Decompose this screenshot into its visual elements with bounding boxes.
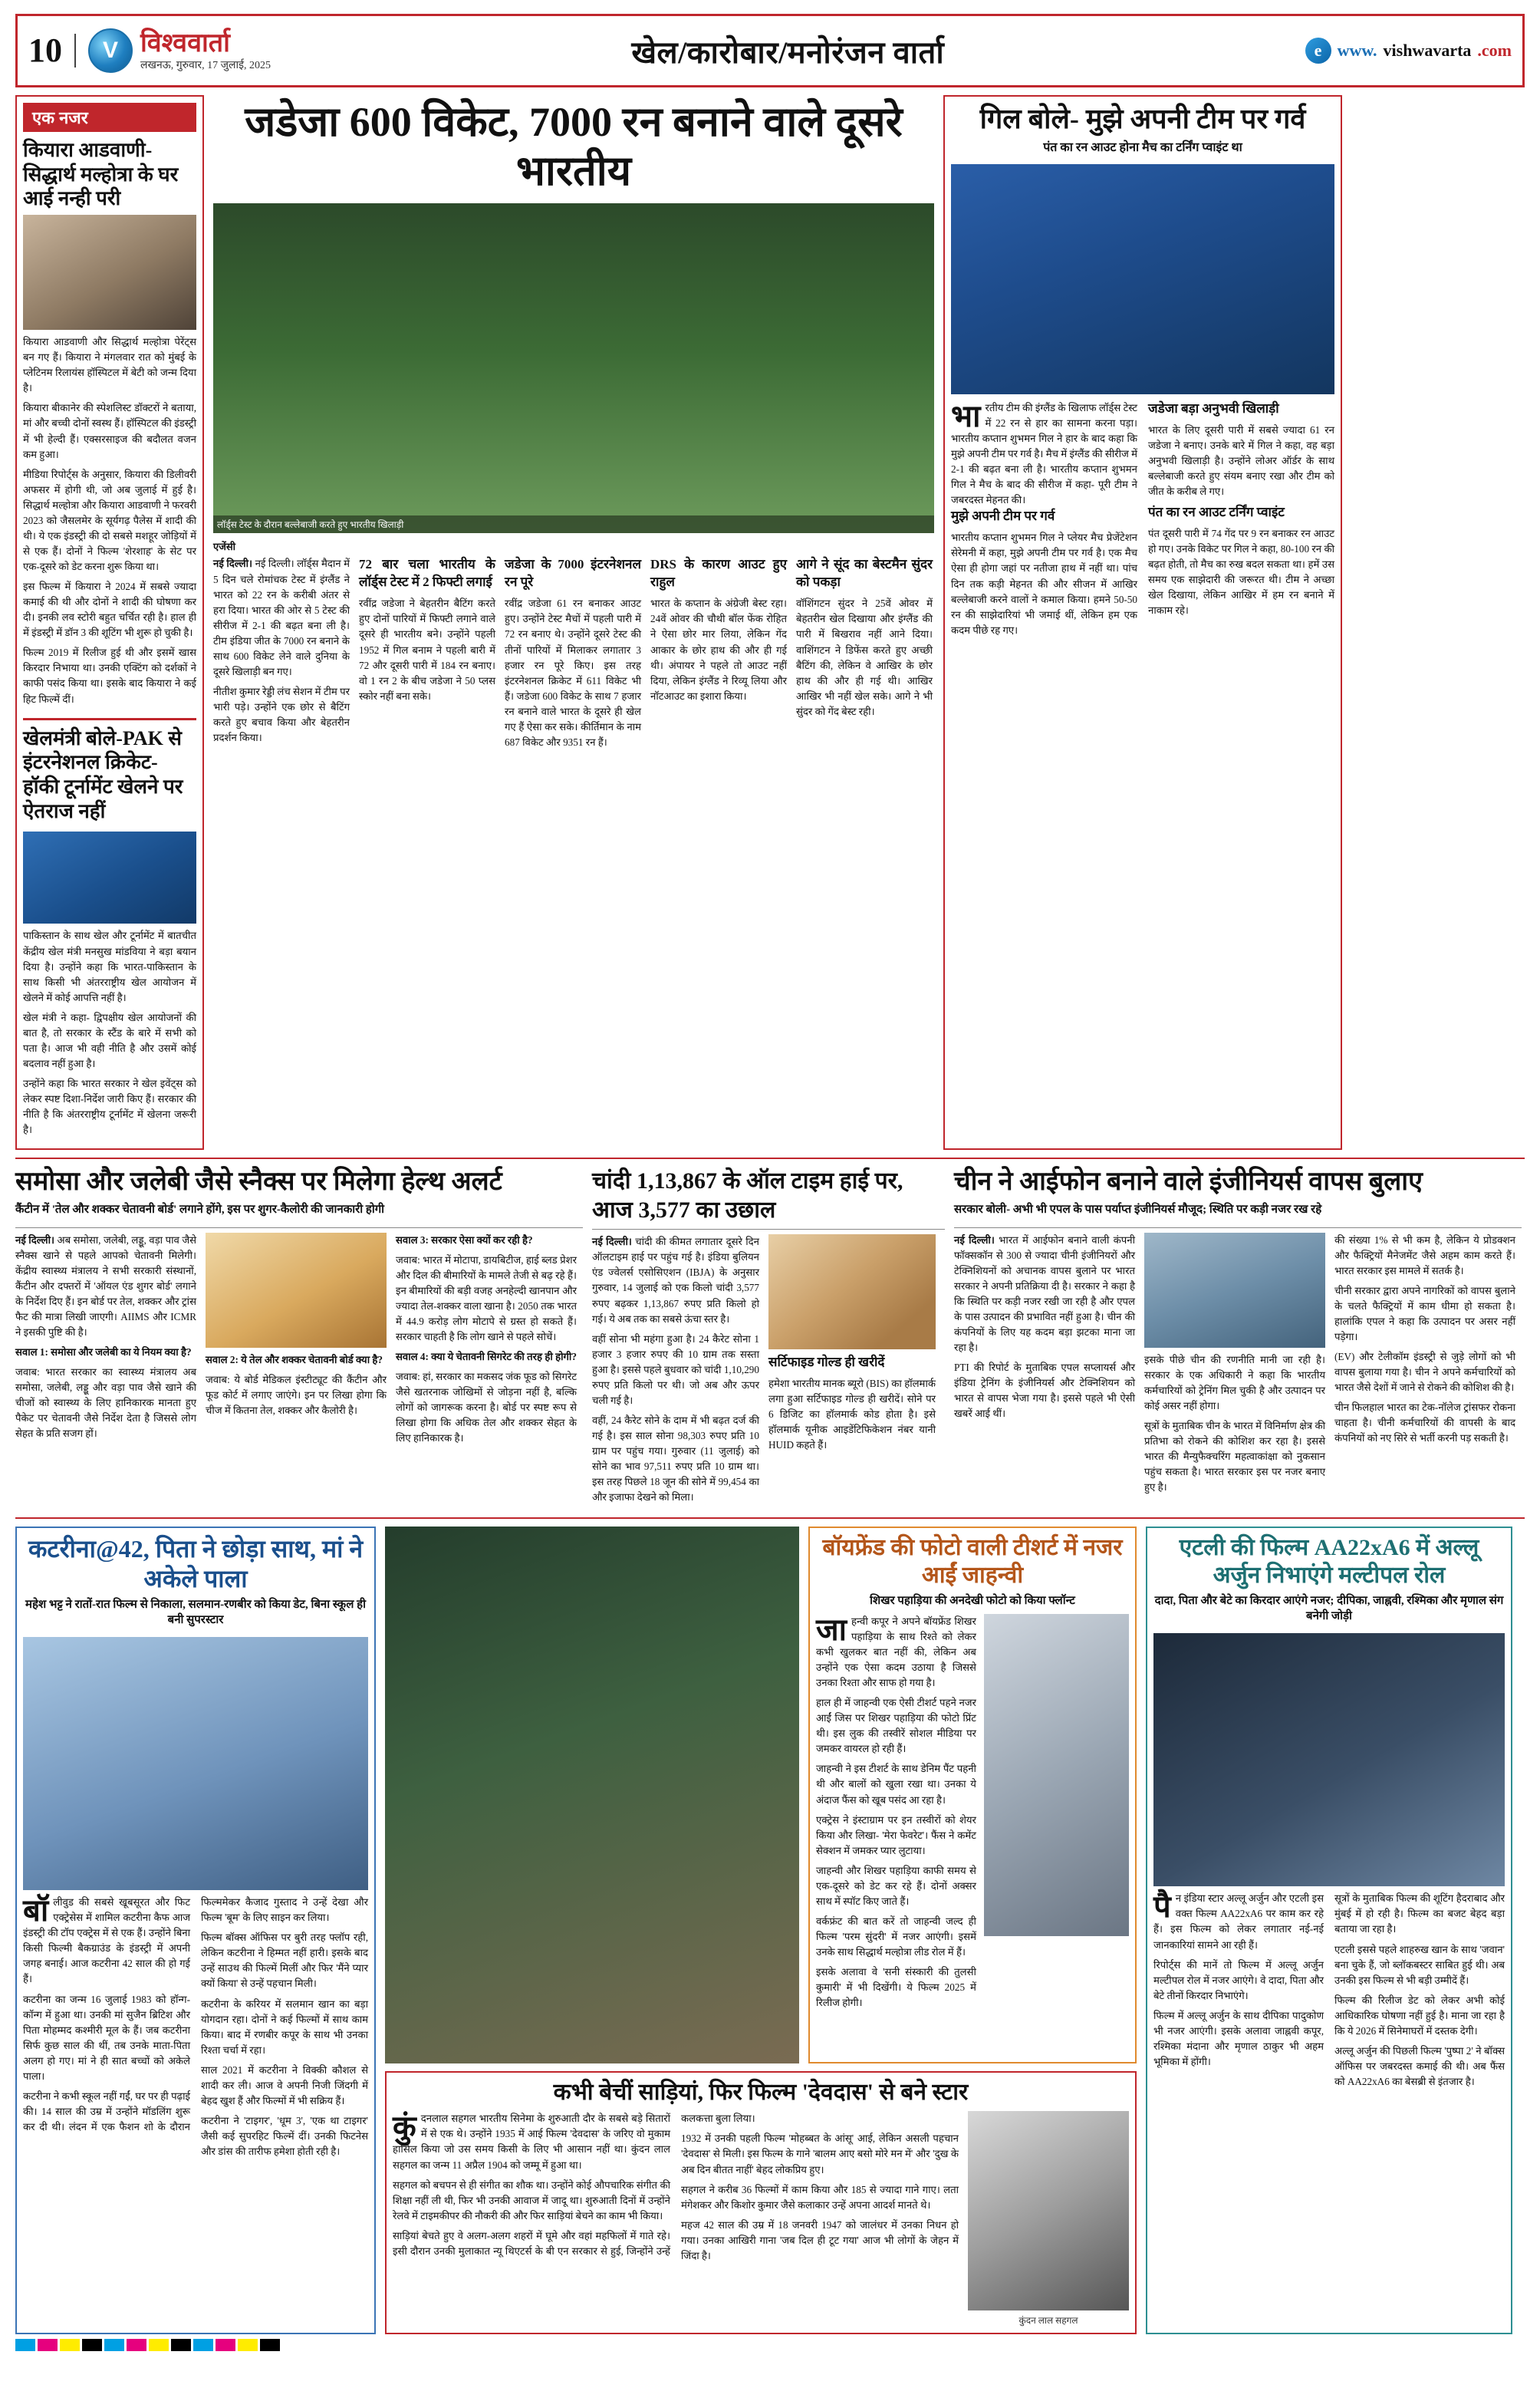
lead-col-4: DRS के कारण आउट हुए राहुल भारत के कप्तान के अंग्रेजी बेस्ट रहा। 24वें ओवर की चौथी बॉल फेंक रोहित ने ऐसा छोर मार लिया, लेकिन गेंद आकार के छोर हाथ की और ही गई थी। अंपायर ने पहले तो आउट नहीं दिया, लेकिन इंग्लैंड ने रिव्यू लिया और नॉटआउट का इशारा किया। (650, 557, 787, 702)
publication-name: विश्ववार्ता (140, 28, 230, 58)
health-headline: समोसा और जलेबी जैसे स्नैक्स पर मिलेगा हेल्थ अलर्ट (15, 1168, 502, 1197)
gill-subhead: पंत का रन आउट होना मैच का टर्निंग प्वाइंट था (1043, 141, 1242, 155)
website-url[interactable] (1305, 38, 1512, 64)
foxconn-factory-photo (1144, 1233, 1325, 1348)
gold-col-2: सर्टिफाइड गोल्ड ही खरीदें हमेशा भारतीय मानक ब्यूरो (BIS) का हॉलमार्क लगा हुआ सर्टिफाइड गोल्ड ही खरीदें। सोने पर 6 डिजिट का हॉलमार्क कोड होता है। इसे हॉलमार्क यूनीक आइडेंटिफिकेशन नंबर यानी HUID कहते हैं। (768, 1234, 936, 1510)
lead-col-5: आगे ने सूंद का बेस्टमैन सुंदर को पकड़ा वॉशिंगटन सुंदर ने 25वें ओवर में बेहतरीन खेल दिखाया और इंग्लैंड की पारी में बिखराव नहीं आने दिया। वाशिंगटन ने डिफेंस करते हुए अच्छी बैटिंग की, लेकिन वे आखिर के छोर हाथ की और ही गई थी। आखिर आखिर भी नहीं खेल सके। आगे ने भी सुंदर को गेंद बेस्ट रही। (796, 557, 933, 717)
page-number: 10 (28, 34, 76, 68)
devdas-story (385, 2071, 1137, 2334)
allu-headline: एटली की फिल्म AA22xA6 में अल्लू अर्जुन निभाएंगे मल्टीपल रोल (1179, 1535, 1479, 1589)
url-domain: vishwavarta (1383, 41, 1472, 60)
gill-photo (951, 164, 1334, 394)
janhvi-story (808, 1527, 1137, 2063)
section-title: खेल/कारोबार/मनोरंजन वार्ता (631, 35, 945, 70)
iphone-subhead: सरकार बोली- अभी भी एपल के पास पर्याप्त इंजीनियर्स मौजूद; स्थिति पर कड़ी नजर रख रहे (954, 1204, 1322, 1217)
iphone-col-3: की संख्या 1% से भी कम है, लेकिन ये प्रोडक्शन और फैक्ट्रियों मैनेजमेंट जैसे अहम काम करते हैं। भारत सरकार इस मामले में सतर्क है। चीनी सरकार द्वारा अपने नागरिकों को वापस बुलाने के चलते फैक्ट्रियों में काम धीमा हो सकता है। हालांकि एपल ने कहा कि उत्पादन पर असर नहीं पड़ेगा। (EV) और टेलीकॉम इंडस्ट्री से जुड़े लोगों को भी वापस बुलाया गया है। चीन ने अपने कर्मचारियों को भारत जैसे देशों में जाने से रोकने की कोशिश की है। चीन फिलहाल भारत का टेक-नॉलेज ट्रांसफर रोकना चाहता है। चीनी कर्मचारियों की वापसी के बाद कंपनियों को नए सिरे से भर्ती करनी पड़ सकती है। (1334, 1233, 1515, 1444)
iphone-headline: चीन ने आईफोन बनाने वाले इंजीनियर्स वापस बुलाए (954, 1168, 1423, 1197)
iphone-col-1: नई दिल्ली। भारत में आईफोन बनाने वाली कंपनी फॉक्सकॉन से 300 से ज्यादा चीनी इंजीनियरों और टेक्निशियनों को अचानक वापस बुलाने पर भारत सरकार ने अपनी प्रतिक्रिया दी है। सरकार ने कहा है कि स्थिति पर कड़ी नजर रखी जा रही है और एपल के पास उत्पादन की प्रभावित नहीं हुआ है। चीन की कंपनियों के लिए यह कदम बड़ा झटका माना जा रहा है। PTI की रिपोर्ट के मुताबिक एपल सप्लायर्स और इंडिया ट्रेनिंग के इंजीनियर्स और टेक्निशियन को भारत से वापस भेजा गया है। इससे पहले भी ऐसी खबरें आई थीं। (954, 1233, 1136, 1420)
devdas-headline: कभी बेचीं साड़ियां, फिर फिल्म 'देवदास' से बने स्टार (553, 2080, 969, 2106)
allu-subhead: दादा, पिता और बेटे का किरदार आएंगे नजर; दीपिका, जाह्नवी, रश्मिका और मृणाल संग बनेगी जोड़ी (1154, 1595, 1504, 1622)
devdas-body: कुंदनलाल सहगल भारतीय सिनेमा के शुरुआती दौर के सबसे बड़े सितारों में से एक थे। उन्होंने 1935 में आई फिल्म 'देवदास' के जरिए वो मुकाम हासिल किया जो उस समय किसी के लिए भी आसान नहीं था। कुंदन लाल सहगल का जन्म 11 अप्रैल 1904 को जम्मू में हुआ था। सहगल को बचपन से ही संगीत का शौक था। उन्होंने कोई औपचारिक संगीत की शिक्षा नहीं ली थी, फिर भी उनकी आवाज में जादू था। शुरुआती दिनों में उन्होंने रेलवे में टाइमकीपर की नौकरी की और फिर साड़ियां बेचने का काम भी किया। साड़ियां बेचते हुए वे अलग-अलग शहरों में घूमे और वहां महफिलों में गाते रहे। इसी दौरान उनकी मुलाकात न्यू थिएटर्स के बी एन सरकार से हुई, जिन्होंने उन्हें कलकत्ता बुला लिया। 1932 में उनकी पहली फिल्म 'मोहब्बत के आंसू' आई, लेकिन असली पहचान 'देवदास' से मिली। इस फिल्म के गाने 'बालम आए बसो मोरे मन में' और 'दुख के अब दिन बीतत नाहीं' बेहद लोकप्रिय हुए। सहगल ने करीब 36 फिल्मों में काम किया और 185 से ज्यादा गाने गाए। लता मंगेशकर और किशोर कुमार जैसे कलाकार उन्हें अपना आदर्श मानते थे। महज 42 साल की उम्र में 18 जनवरी 1947 को जालंधर में उनका निधन हो गया। उनका आखिरी गाना 'जब दिल ही टूट गया' आज भी लोगों के जेहन में जिंदा है। (393, 2110, 959, 2261)
edition-date: लखनऊ, गुरुवार, 17 जुलाई, 2025 (140, 59, 271, 71)
bottom-row (15, 1527, 1525, 2334)
lead-byline: एजेंसी (213, 541, 235, 553)
logo-mark-icon: V (88, 28, 133, 73)
health-col-3: सवाल 3: सरकार ऐसा क्यों कर रही है? जवाब: भारत में मोटापा, डायबिटीज, हाई ब्लड प्रेशर और दिल की बीमारियों के मामले तेजी से बढ़ रहे हैं। इन बीमारियों की बड़ी वजह अनहेल्दी खानपान और ज्यादा तेल-शक्कर वाला खाना है। 2050 तक भारत में 44.9 करोड़ लोग मोटापे से ग्रस्त हो सकते हैं। सरकार चाहती है कि लोग खाने से पहले सोचें। सवाल 4: क्या ये चेतावनी सिगरेट की तरह ही होगी? जवाब: हां, सरकार का मकसद जंक फूड को सिगरेट जैसे खतरनाक जोखिमों से जोड़ना नहीं है, बल्कि लोगों को जागरूक करना है। बोर्ड पर स्पष्ट रूप से लिखा होगा कि अधिक तेल और शक्कर सेहत के लिए हानिकारक है। (396, 1233, 577, 1444)
gill-section-1: मुझे अपनी टीम पर गर्व भारतीय कप्तान शुभमन गिल ने प्लेयर मैच प्रेजेंटेशन सेरेमनी में कहा, मुझे अपनी टीम पर गर्व है। एक मैच ऐसा ही होगा जहां पर नतीजा हाथ में नहीं था। पांच दिन तक कड़ी मेहनत की और सीजन में आखिर बल्लेबाजी करने वालों ने कमाल किया। हमने 50-50 रन की साझेदारियां भी जमाई थीं, लेकिन हम एक कदम पीछे रह गए। (951, 509, 1137, 636)
top-row (15, 95, 1525, 1150)
gill-headline: गिल बोले- मुझे अपनी टीम पर गर्व (979, 104, 1306, 134)
lead-photo-caption: लॉर्ड्स टेस्ट के दौरान बल्लेबाजी करते हुए भारतीय खिलाड़ी (213, 515, 934, 533)
gold-story (592, 1167, 945, 1510)
print-registration-bars (15, 2339, 1525, 2351)
katrina-story (15, 1527, 376, 2334)
health-subhead: कैंटीन में 'तेल और शक्कर चेतावनी बोर्ड' लगाने होंगे, इस पर शुगर-कैलोरी की जानकारी होगी (15, 1204, 385, 1217)
allu-body: पैन इंडिया स्टार अल्लू अर्जुन और एटली इस वक्त फिल्म AA22xA6 पर काम कर रहे हैं। इस फिल्म को लेकर लगातार नई-नई जानकारियां सामने आ रही हैं। रिपोर्ट्स की मानें तो फिल्म में अल्लू अर्जुन मल्टीपल रोल में नजर आएंगे। वे दादा, पिता और बेटे तीनों किरदार निभाएंगे। फिल्म में अल्लू अर्जुन के साथ दीपिका पादुकोण भी नजर आएंगी। इसके अलावा जाह्नवी कपूर, रश्मिका मंदाना और मृणाल ठाकुर भी अहम भूमिका में होंगी। सूत्रों के मुताबिक फिल्म की शूटिंग हैदराबाद और मुंबई में हो रही है। फिल्म का बजट बेहद बड़ा बताया जा रहा है। एटली इससे पहले शाहरुख खान के साथ 'जवान' बना चुके हैं, जो ब्लॉकबस्टर साबित हुई थी। अब उनकी इस फिल्म से भी बड़ी उम्मीदें हैं। फिल्म की रिलीज डेट को लेकर अभी कोई आधिकारिक घोषणा नहीं हुई है। माना जा रहा है कि ये 2026 में सिनेमाघरों में दस्तक देगी। अल्लू अर्जुन की पिछली फिल्म 'पुष्पा 2' ने बॉक्स ऑफिस पर जबरदस्त कमाई की थी। अब फैंस को AA22xA6 का बेसब्री से इंतजार है। (1153, 1889, 1505, 2088)
gold-col-1: नई दिल्ली। चांदी की कीमत लगातार दूसरे दिन ऑलटाइम हाई पर पहुंच गई है। इंडिया बुलियन एंड ज्वेलर्स एसोसिएशन (IBJA) के अनुसार गुरुवार, 14 जुलाई को एक किलो चांदी 3,577 रुपए बढ़कर 1,13,867 रुपए प्रति किलो हो गई। ये अब तक का सबसे ऊंचा स्तर है। वहीं सोना भी महंगा हुआ है। 24 कैरेट सोना 1 हजार 3 हजार रुपए की 10 ग्राम तक सस्ता हुआ है। इससे पहले बुधवार को चांदी 1,10,290 रुपए प्रति किलो पर थी। जो अब और ऊपर चली गई है। वहीं, 24 कैरेट सोने के दाम में भी बढ़त दर्ज की गई है। इस साल सोना 98,303 रुपए प्रति 10 ग्राम पर पहुंच गया। गुरुवार (11 जुलाई) को सोने का भाव 97,511 रुपए प्रति 10 ग्राम था। इस तरह पिछले 18 जून की सोने में 99,454 का और इजाफा देखने को मिला। (592, 1236, 759, 1504)
sports-minister-body: पाकिस्तान के साथ खेल और टूर्नामेंट में बातचीत केंद्रीय खेल मंत्री मनसुख मांडविया ने बड़ा बयान दिया है। उन्होंने कहा कि भारत-पाकिस्तान के साथ किसी भी अंतरराष्ट्रीय खेल आयोजन में खेलने में कोई आपत्ति नहीं है। खेल मंत्री ने कहा- द्विपक्षीय खेल आयोजनों की बात है, तो सरकार के स्टैंड के बारे में सभी को पता है। आज भी वही नीति है और उसमें कोई बदलाव नहीं हुआ है। उन्होंने कहा कि भारत सरकार ने खेल इवेंट्स को लेकर स्पष्ट दिशा-निर्देश जारी किए हैं। सरकार की नीति है कि अंतरराष्ट्रीय टूर्नामेंट में खेलना जरूरी है। (23, 930, 196, 1136)
lead-col-1: नई दिल्ली। नई दिल्ली। लॉर्ड्स मैदान में 5 दिन चले रोमांचक टेस्ट में इंग्लैंड ने भारत को 22 रन के करीबी अंतर से हरा दिया। भारत की ओर से 5 टेस्ट की सीरीज में 2-1 की बढ़त बना ली है। टीम इंडिया जीत के 7000 रन बनाने के साथ 600 विकेट लेने वाले दुनिया के दूसरे खिलाड़ी बन गए। नीतीश कुमार रेड्डी लंच सेशन में टीम पर भारी पड़े। उन्होंने एक छोर से बैटिंग करते हुए बचाव किया और बेहतरीन प्रदर्शन किया। (213, 558, 350, 744)
health-col-1: नई दिल्ली। अब समोसा, जलेबी, लड्डू, वड़ा पाव जैसे स्नैक्स खाने से पहले आपको चेतावनी मिलेगी। केंद्रीय स्वास्थ्य मंत्रालय ने सभी सरकारी संस्थानों, कैंटीन और दफ्तरों में 'ऑयल एंड शुगर बोर्ड' लगाने के निर्देश दिए हैं। इन बोर्ड पर तेल, शक्कर और ट्रांस फैट की मात्रा लिखी जाएगी। AIIMS और ICMR ने इसकी पुष्टि की है। सवाल 1: समोसा और जलेबी का ये नियम क्या है? जवाब: भारत सरकार का स्वास्थ्य मंत्रालय अब समोसा, जलेबी, लड्डू और वड़ा पाव जैसे खाने की चीजों को स्वास्थ्य के लिए हानिकारक मानता हुए पैकेट पर चेतावनी जैसे निर्देश देता है जिससे लोग सेहत के प्रति सजग हों। (15, 1233, 197, 1440)
gill-section-3: पंत का रन आउट टर्निंग प्वाइंट पंत दूसरी पारी में 74 गेंद पर 9 रन बनाकर रन आउट हो गए। उनके विकेट पर गिल ने कहा, 80-100 रन की बढ़त होती, तो मैच का रुख बदल सकता था। हमें उस समय एक साझेदारी की जरूरत थी। टीम ने अच्छा खेल दिखाया, लेकिन आखिर में हम रन बनाने में नाकाम रहे। (1148, 505, 1334, 617)
masthead (15, 14, 1525, 87)
ek-nazar-column (15, 95, 204, 1150)
url-tld: .com (1477, 41, 1512, 60)
saigal-caption: कुंदन लाल सहगल (1018, 2315, 1078, 2327)
gill-intro: भारतीय टीम की इंग्लैंड के खिलाफ लॉर्ड्स टेस्ट में 22 रन से हार का सामना करना पड़ा। भारतीय कप्तान शुभमन गिल ने हार के बाद कहा कि मुझे अपनी टीम पर गर्व है। मैच में इंग्लैंड की सीरीज में 2-1 की बढ़त बना ली है। भारतीय कप्तान शुभमन गिल ने मैच के बाद की सीरीज में कहा- पूरी टीम ने जबरदस्त मेहनत की। (951, 398, 1137, 506)
saigal-photo (968, 2111, 1129, 2310)
sports-minister-photo (23, 832, 196, 924)
snacks-photo (206, 1233, 387, 1348)
kiara-sidharth-photo (23, 215, 196, 330)
katrina-body: बॉलीवुड की सबसे खूबसूरत और फिट एक्ट्रेसेस में शामिल कटरीना कैफ आज इंडस्ट्री की टॉप एक्ट्रेस में से एक हैं। उन्होंने बिना किसी फिल्मी बैकग्राउंड के इंडस्ट्री में अपनी जगह बनाई। आज कटरीना 42 साल की हो गई हैं। कटरीना का जन्म 16 जुलाई 1983 को हॉन्ग-कॉन्ग में हुआ था। उनकी मां सुजैन ब्रिटिश और पिता मोहम्मद कश्मीरी मूल के हैं। जब कटरीना सिर्फ कुछ साल की थीं, तब उनके माता-पिता अलग हो गए। मां ने ही सात बच्चों को अकेले पाला। कटरीना ने कभी स्कूल नहीं गईं, घर पर ही पढ़ाई की। 14 साल की उम्र में उन्होंने मॉडलिंग शुरू कर दी थी। लंदन में एक फैशन शो के दौरान फिल्ममेकर कैजाद गुस्ताद ने उन्हें देखा और फिल्म 'बूम' के लिए साइन कर लिया। फिल्म बॉक्स ऑफिस पर बुरी तरह फ्लॉप रही, लेकिन कटरीना ने हिम्मत नहीं हारी। इसके बाद उन्हें साउथ की फिल्में मिलीं और फिर 'मैंने प्यार क्यों किया' से उन्हें पहचान मिली। कटरीना के करियर में सलमान खान का बड़ा योगदान रहा। दोनों ने कई फिल्मों में साथ काम किया। बाद में रणबीर कपूर के साथ भी उनका रिश्ता चर्चा में रहा। साल 2021 में कटरीना ने विक्की कौशल से शादी कर ली। आज वे अपनी निजी जिंदगी में बेहद खुश हैं और फिल्मों में भी सक्रिय हैं। कटरीना ने 'टाइगर', 'धूम 3', 'एक था टाइगर' जैसी कई सुपरहिट फिल्में दीं। उनकी फिटनेस और डांस की तारीफ हमेशा होती रही है। (23, 1893, 368, 2158)
sports-minister-headline: खेलमंत्री बोले-PAK से इंटरनेशनल क्रिकेट- हॉकी टूर्नामेंट खेलने पर ऐतराज नहीं (23, 726, 183, 822)
publication-logo (88, 28, 271, 73)
allu-story (1146, 1527, 1512, 2334)
lead-photo (213, 203, 934, 533)
katrina-headline: कटरीना@42, पिता ने छोड़ा साथ, मां ने अकेले पाला (28, 1535, 364, 1592)
kiara-headline: कियारा आडवाणी- सिद्धार्थ मल्होत्रा के घर आई नन्ही परी (23, 139, 179, 210)
janhvi-solo-photo (984, 1614, 1129, 1936)
url-www: www. (1337, 41, 1377, 60)
gold-headline: चांदी 1,13,867 के ऑल टाइम हाई पर, आज 3,577 का उछाल (592, 1168, 903, 1223)
middle-row (15, 1167, 1525, 1510)
lead-col-2: 72 बार चला भारतीय के लॉर्ड्स टेस्ट में 2 फिफ्टी लगाई रवींद्र जडेजा ने बेहतरीन बैटिंग करते हुए दोनों पारियों में फिफ्टी लगाने वाले दूसरे ही भारतीय बने। उन्होंने पहली 1952 में गिल बनाम ने पहली बारी में 72 और दूसरी पारी में 184 रन बनाए। वो 1 रन 2 के बीच जडेजा ने 50 प्लस स्कोर नहीं बना सके। (359, 557, 495, 702)
allu-arjun-photo (1153, 1633, 1505, 1886)
gill-story (943, 95, 1342, 1150)
gold-jewellery-photo (768, 1234, 936, 1349)
kiara-body: कियारा आडवाणी और सिद्धार्थ मल्होत्रा पेरेंट्स बन गए हैं। कियारा ने मंगलवार रात को मुंबई के प्लेटिनम रिलायंस हॉस्पिटल में बेटी को जन्म दिया है। कियारा बीकानेर की स्पेशलिस्ट डॉक्टरों ने बताया, मां और बच्ची दोनों स्वस्थ हैं। हॉस्पिटल की इंडस्ट्री में भी हेल्दी हैं। एक्सरसाइज की बदौलत वजन कम हुआ। मीडिया रिपोर्ट्स के अनुसार, कियारा की डिलीवरी अफसर में होगी थी, जो अब जुलाई में हुई है। सिद्धार्थ मल्होत्रा और कियारा आडवाणी ने फरवरी 2023 को जैसलमेर के सूर्यगढ़ पैलेस में शादी की थी। ये एक इंडस्ट्री की दो सबसे मशहूर जोड़ियों में से एक हैं। दोनों ने फिल्म 'शेरशाह' के सेट पर एक-दूसरे को डेट करना शुरू किया था। इस फिल्म में कियारा ने 2024 में सबसे ज्यादा कमाई की थी और दोनों ने शादी की घोषणा कर दी। इनकी लव स्टोरी बहुत चर्चित रही है। हाल ही में इंडस्ट्री में डॉन 3 की शूटिंग भी शुरू हो चुकी है। फिल्म 2019 में रिलीज हुई थी और इसमें खास किरदार निभाया था। उनकी एक्टिंग को दर्शकों ने काफी पसंद किया था। इसके बाद कियारा ने कई हिट फिल्में दीं। (23, 336, 196, 705)
lead-col-3: जडेजा के 7000 इंटरनेशनल रन पूरे रवींद्र जडेजा 61 रन बनाकर आउट हुए। उन्होंने टेस्ट मैचों में पहली पारी में 72 रन बनाए थे। उन्होंने दूसरे टेस्ट की तीनों पारियों में मिलाकर लगातार 3 हजार रन पूरे किए। इस तरह इंटरनेशनल क्रिकेट में 611 विकेट भी हैं। जडेजा 600 विकेट के साथ 7 हजार रन बनाने वाले भारत के दूसरे ही खेल गए हैं ऐसा कर सके। कीर्तिमान के नाम 687 विकेट और 9351 रन हैं। (505, 557, 641, 748)
janhvi-headline: बॉयफ्रेंड की फोटो वाली टीशर्ट में नजर आईं जाहन्वी (822, 1535, 1123, 1589)
ek-nazar-label: एक नजर (23, 103, 196, 132)
iphone-col-2: इसके पीछे चीन की रणनीति मानी जा रही है। सरकार के एक अधिकारी ने कहा कि भारतीय कर्मचारियों को ट्रेनिंग मिल चुकी है और उत्पादन पर कोई असर नहीं होगा। सूत्रों के मुताबिक चीन के भारत में विनिर्माण क्षेत्र की प्रतिभा को रोकने की कोशिश कर रहा है। इससे भारत की मैन्युफैक्चरिंग महत्वाकांक्षा को नुकसान पहुंच सकता है। भारत सरकार इस पर नजर बनाए हुए है। (1144, 1233, 1325, 1500)
janhvi-subhead: शिखर पहाड़िया की अनदेखी फोटो को किया फ्लॉन्ट (870, 1595, 1075, 1608)
katrina-photo (23, 1637, 368, 1890)
iphone-story (954, 1167, 1522, 1510)
janhvi-body-col: जाहन्वी कपूर ने अपने बॉयफ्रेंड शिखर पहाड़िया के साथ रिश्ते को लेकर कभी खुलकर बात नहीं की, लेकिन अब उन्होंने एक ऐसा कदम उठाया है जिससे उनका रिश्ता और साफ हो गया है। हाल ही में जाहन्वी एक ऐसी टीशर्ट पहने नजर आईं जिस पर शिखर पहाड़िया की फोटो प्रिंट थी। इस लुक की तस्वीरें सोशल मीडिया पर जमकर वायरल हो रही हैं। जाहन्वी ने इस टीशर्ट के साथ डेनिम पैंट पहनी थी और बालों को खुला रखा था। उनका ये अंदाज फैंस को खूब पसंद आ रहा है। एक्ट्रेस ने इंस्टाग्राम पर इन तस्वीरों को शेयर किया और लिखा- 'मेरा फेवरेट'। फैंस ने कमेंट सेक्शन में जमकर प्यार लुटाया। जाहन्वी और शिखर पहाड़िया काफी समय से एक-दूसरे को डेट कर रहे हैं। दोनों अक्सर साथ में स्पॉट किए जाते हैं। वर्कफ्रंट की बात करें तो जाहन्वी जल्द ही फिल्म 'परम सुंदरी' में नजर आएंगी। इसमें उनके साथ सिद्धार्थ मल्होत्रा लीड रोल में हैं। इसके अलावा वे 'सनी संस्कारी की तुलसी कुमारी' में भी दिखेंगी। ये फिल्म 2025 में रिलीज होगी। (816, 1612, 976, 2009)
health-story (15, 1167, 583, 1510)
browser-icon: e (1305, 38, 1331, 64)
katrina-subhead: महेश भट्ट ने रातों-रात फिल्म से निकाला, सलमान-रणबीर को किया डेट, बिना स्कूल ही बनी सुपरस्टार (25, 1599, 366, 1626)
janhvi-devdas-column (385, 1527, 1137, 2334)
janhvi-couple-photo (385, 1527, 799, 2063)
health-col-2: सवाल 2: ये तेल और शक्कर चेतावनी बोर्ड क्या है? जवाब: ये बोर्ड मेडिकल इंस्टीट्यूट की कैंटीन और फूड कोर्ट में लगाए जाएंगे। इन पर लिखा होगा कि चीज में कितना तेल, शक्कर और कैलोरी है। (206, 1233, 387, 1451)
gill-section-2: जडेजा बड़ा अनुभवी खिलाड़ी भारत के लिए दूसरी पारी में सबसे ज्यादा 61 रन जडेजा ने बनाए। उनके बारे में गिल ने कहा, वह बड़ा अनुभवी खिलाड़ी है। उन्होंने लोअर ऑर्डर के साथ बल्लेबाजी करते हुए संयम बनाए रखा और टीम को जीत के करीब ले गए। (1148, 400, 1334, 498)
lead-story (213, 95, 934, 1150)
lead-headline: जडेजा 600 विकेट, 7000 रन बनाने वाले दूसरे भारतीय (245, 99, 903, 194)
